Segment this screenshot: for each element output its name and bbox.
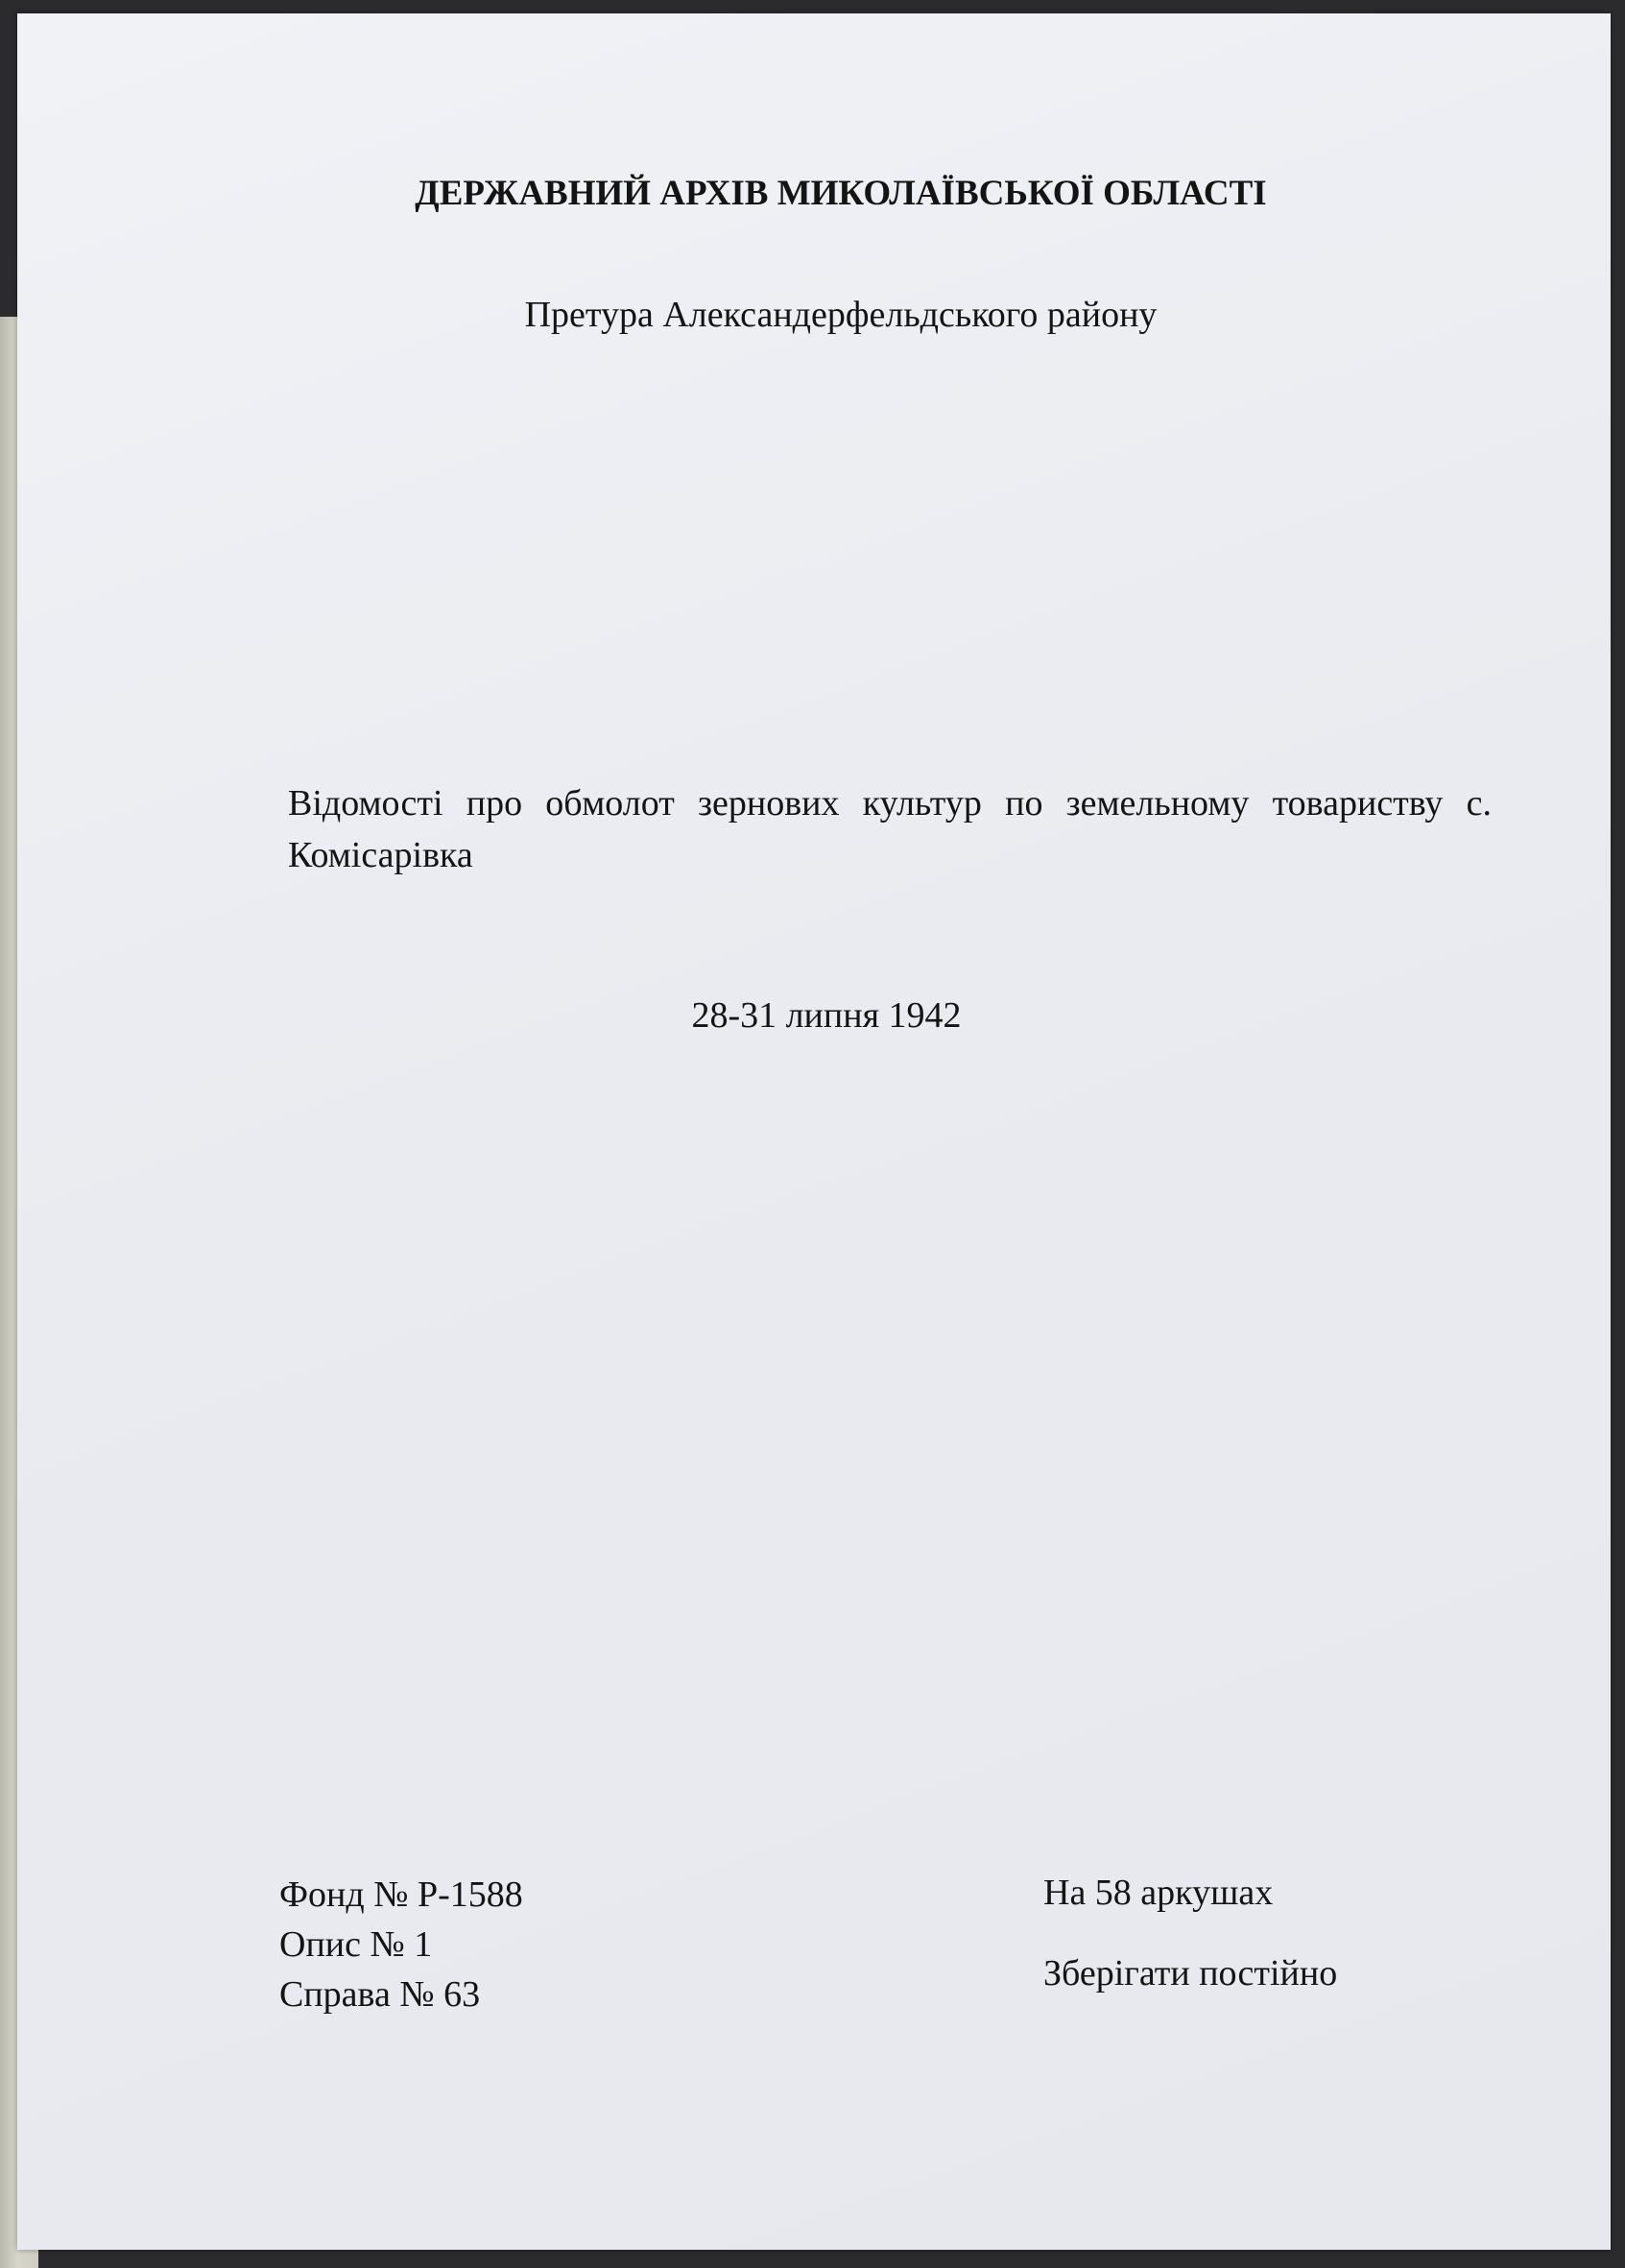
archive-title: ДЕРЖАВНИЙ АРХІВ МИКОЛАЇВСЬКОЇ ОБЛАСТІ [415,174,1267,213]
retention-note: Зберігати постійно [1043,1953,1338,1993]
archival-reference [279,1870,523,2019]
case-title: Відомості про обмолот зернових культур по земельному товариству с. Комісарівка [288,783,1492,875]
storage-info [1043,1868,1337,1998]
opys-number: Опис № 1 [279,1924,433,1965]
document-sheet [17,13,1611,2250]
case-date: 28-31 липня 1942 [691,995,962,1036]
sheet-count: На 58 аркушах [1043,1873,1274,1913]
fund-name: Претура Александерфельдського району [524,295,1158,335]
sprava-number: Справа № 63 [279,1974,481,2015]
fond-number: Фонд № Р-1588 [279,1874,523,1915]
